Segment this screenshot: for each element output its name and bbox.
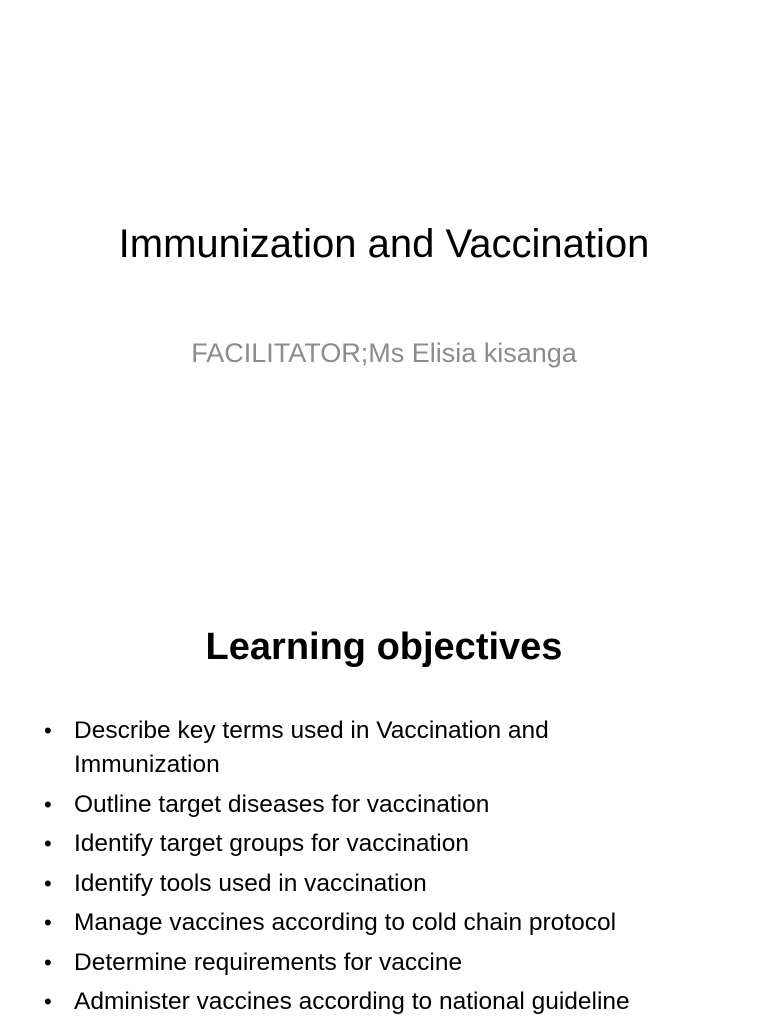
bullet-icon: • [44, 949, 52, 975]
slide-title: Immunization and Vaccination [118, 222, 650, 266]
objectives-list [0, 714, 700, 1025]
objective-item [0, 867, 700, 901]
bullet-icon: • [44, 910, 52, 935]
objective-text: Identify tools used in vaccination [74, 869, 427, 897]
objective-text: Identify target groups for vaccination [74, 830, 469, 857]
objective-text: Administer vaccines according to national guideline [74, 988, 630, 1015]
bullet-icon: • [44, 870, 52, 896]
objectives-slide [0, 512, 768, 1024]
objective-item [0, 714, 700, 782]
objective-text: Determine requirements for vaccine [74, 948, 463, 976]
facilitator-subtitle: FACILITATOR;Ms Elisia kisanga [191, 338, 577, 368]
objective-item [0, 788, 700, 822]
bullet-icon: • [44, 831, 52, 856]
objective-item [0, 906, 700, 940]
objective-item [0, 985, 700, 1019]
objective-item [0, 827, 700, 861]
objectives-heading: Learning objectives [205, 626, 563, 668]
objective-text: Manage vaccines according to cold chain protocol [74, 909, 617, 936]
objective-text: Describe key terms used in Vaccination and Immunization [74, 717, 549, 778]
bullet-icon: • [44, 718, 52, 743]
title-slide [0, 0, 768, 512]
objective-item [0, 946, 700, 980]
bullet-icon: • [44, 791, 52, 817]
objective-text: Outline target diseases for vaccination [74, 790, 490, 818]
bullet-icon: • [44, 989, 52, 1014]
